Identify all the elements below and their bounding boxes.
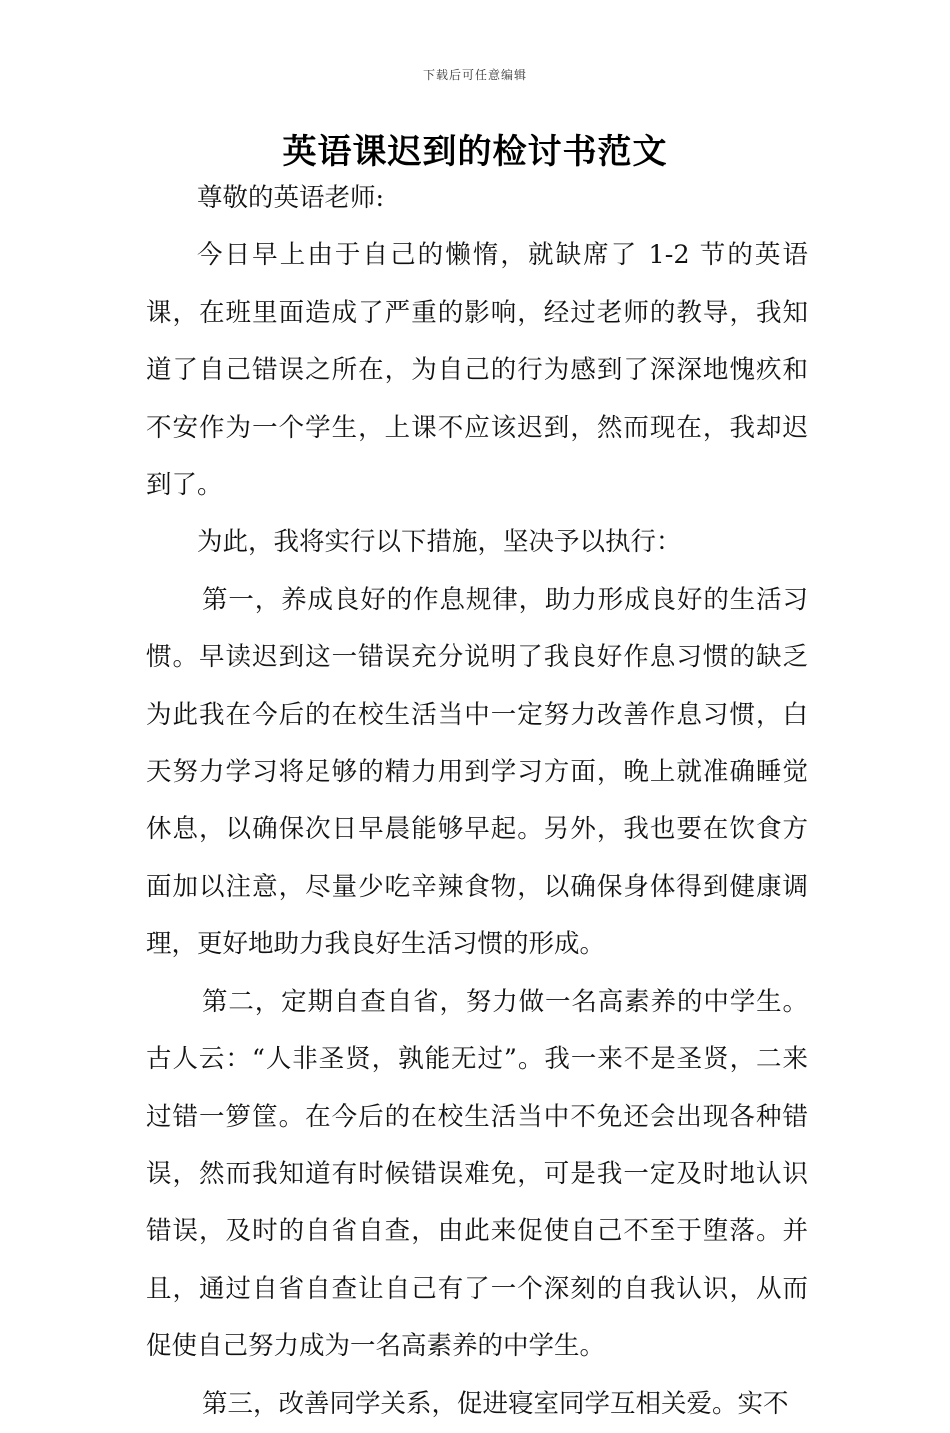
paragraph-1: 今日早上由于自己的懒惰，就缺席了 1-2 节的英语课，在班里面造成了严重的影响，经过老师的教导，我知道了自己错误之所在，为自己的行为感到了深深地愧疚和不安作为一个学生，上课不应该迟到，然而现在，我却迟到了。	[146, 240, 808, 501]
document-title: 英语课迟到的检讨书范文	[282, 132, 668, 172]
paragraph-4: 第二，定期自查自省，努力做一名高素养的中学生。古人云：“人非圣贤，孰能无过”。我一来不是圣贤，二来过错一箩筐。在今后的在校生活当中不免还会出现各种错误，然而我知道有时候错误难免，可是我一定及时地认识错误，及时的自省自查，由此来促使自己不至于堕落。并且，通过自省自查让自己有了一个深刻的自我认识，从而促使自己努力成为一名高素养的中学生。	[146, 986, 808, 1362]
paragraph-2: 为此，我将实行以下措施，坚决予以执行：	[197, 527, 682, 558]
salutation: 尊敬的英语老师:	[197, 183, 385, 213]
paragraph-3: 第一，养成良好的作息规律，助力形成良好的生活习惯。早读迟到这一错误充分说明了我良好作息习惯的缺乏为此我在今后的在校生活当中一定努力改善作息习惯，白天努力学习将足够的精力用到学习方面，晚上就准确睡觉休息，以确保次日早晨能够早起。另外，我也要在饮食方面加以注意，尽量少吃辛辣食物，以确保身体得到健康调理，更好地助力我良好生活习惯的形成。	[146, 584, 808, 960]
paragraph-5: 第三，改善同学关系，促进寝室同学互相关爱。实不	[202, 1388, 789, 1419]
header-note: 下载后可任意编辑	[422, 68, 527, 82]
document-body	[146, 170, 808, 1433]
